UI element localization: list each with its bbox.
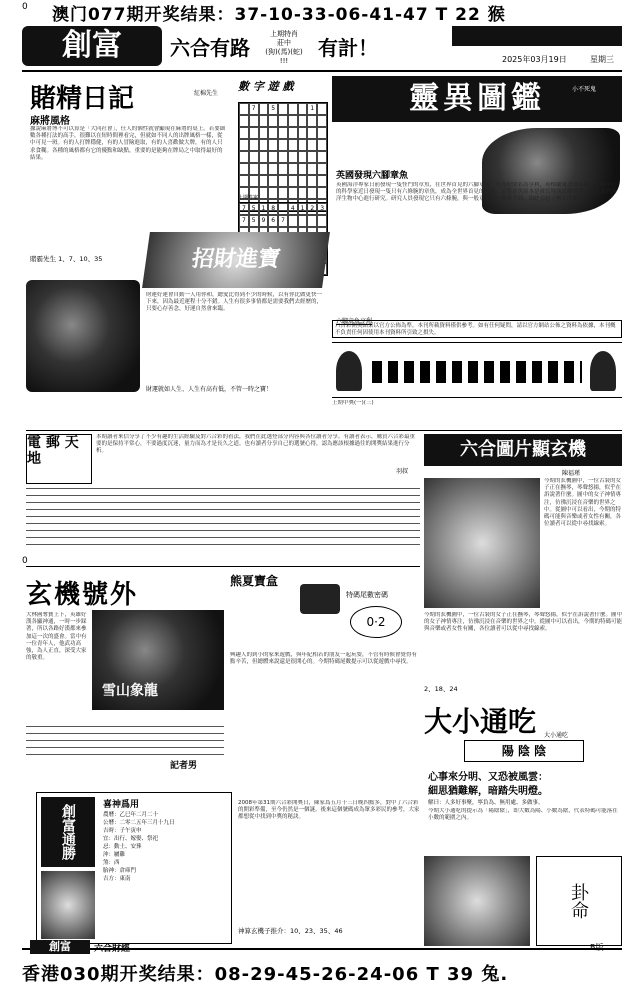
sudoku-cell <box>259 187 269 199</box>
sudoku-cell <box>288 187 298 199</box>
puzzle-numbers: 2、18、24 <box>424 685 458 693</box>
page-marker-top: 0 <box>22 2 28 12</box>
mystery-title: 玄機號外 <box>26 580 139 610</box>
sudoku-cell: 7 <box>249 103 259 115</box>
issue-date: 2025年03月19日 <box>502 55 567 64</box>
sudoku-cell <box>307 215 317 227</box>
promo-strip-text: 六合彩開獎結果以官方公佈為準，本刊所載資料僅供參考。如有任何疑問，請以官方網站公佈之資料為依據，本刊概不負責任何因使用本刊資料所引致之損失。 <box>335 323 616 337</box>
sudoku-cell <box>239 151 249 163</box>
almanac-title: 創富通勝 <box>41 797 95 867</box>
dish-banner-graphic <box>372 361 582 383</box>
almanac-line: 沖：屬雞 <box>103 852 126 858</box>
big-eat-tag: 陽 陰 陰 <box>464 740 584 762</box>
sudoku-cell: 5 <box>249 215 259 227</box>
section-rule <box>26 566 420 567</box>
big-eat-title: 大小通吃 <box>424 705 537 738</box>
sudoku-cell <box>317 175 327 187</box>
lamp-right-icon <box>590 351 616 391</box>
code-digit: 2 <box>377 615 386 629</box>
almanac-line: 胎神：倉庫門 <box>103 868 137 874</box>
sudoku-cell <box>259 163 269 175</box>
big-eat-subtitle: 大小通吃 <box>544 732 569 739</box>
promo-line: (狗)(馬)(蛇) <box>265 48 303 56</box>
dish-banner <box>332 342 622 398</box>
gallery-title: 靈異圖鑑 <box>332 76 622 122</box>
sudoku-cell: 3 <box>317 203 327 215</box>
gallery-subtitle: 英國發現六腳章魚 <box>336 171 409 181</box>
lottery-tale-section <box>238 800 420 948</box>
almanac-line: 煞：西 <box>103 860 120 866</box>
almanac-line: 吉時：子午寅申 <box>103 828 142 834</box>
fortune-quote: 財運就如人生、人生有高有低，不管一時之寶！ <box>146 386 273 393</box>
sudoku-cell: 1 <box>298 203 308 215</box>
sudoku-cell <box>288 115 298 127</box>
sudoku-cell <box>278 175 288 187</box>
sudoku-cell <box>259 127 269 139</box>
sudoku-cell <box>249 115 259 127</box>
promo-line: !!! <box>279 57 289 65</box>
sudoku-cell <box>259 139 269 151</box>
code-digit: 0 <box>366 615 375 629</box>
sudoku-cell <box>317 139 327 151</box>
sudoku-cell <box>278 163 288 175</box>
mystery-body: 大林國奪寶上下，英雄好漢各顯神通，一時一步踩著，所以各路好漢都來參加這一次的盛會。當中有一位青年人，他武功高強，為人正直，深受大家的敬重。 <box>26 612 87 662</box>
sudoku-cell <box>317 115 327 127</box>
special-code-section <box>230 570 420 770</box>
special-code-title: 熊夏寶盒 <box>230 574 279 588</box>
promo-box <box>258 30 310 66</box>
big-eat-line1: 心事來分明、又恐被風雲： <box>428 772 548 783</box>
almanac-heading: 喜神爲用 <box>103 800 140 810</box>
sudoku-cell <box>278 151 288 163</box>
lamp-left-icon <box>336 351 362 391</box>
sudoku-cell: 6 <box>268 215 278 227</box>
gallery-body: 英國海洋專家日前發現一隻怪門的章魚，在世界首見的六腳章魚，普為他取名為亨利，英格蘭東北部某海洋生物中心的科學家近日發現一隻只有六條腕的章魚，成為全世界首見的案例。這隻章魚原本是被當地漁民捕獲的，後來送到海洋生物中心進行研究。研究人員發現它只有六條腕，與一般章魚的八條腕不同，因此引起了極大的關注。 <box>336 182 617 203</box>
sudoku-cell <box>298 215 308 227</box>
header-dark-strip <box>452 26 622 46</box>
sudoku-cell <box>268 115 278 127</box>
mystery-subtitle: 雪山象龍 <box>102 683 158 699</box>
sudoku-cell: 5 <box>249 203 259 215</box>
sudoku-cell <box>288 127 298 139</box>
section-rule <box>26 430 622 431</box>
big-eat-illustration <box>424 856 530 946</box>
diary-subtitle: 麻將風格 <box>30 116 70 127</box>
sudoku-cell <box>307 115 317 127</box>
footer-page: B版 <box>590 943 604 952</box>
sudoku-cell <box>307 187 317 199</box>
issue-weekday: 星期三 <box>590 55 614 64</box>
sudoku-cell <box>317 151 327 163</box>
lottery-tale-pick: 神算玄機子推介：10、23、35、46 <box>238 927 343 935</box>
sudoku-cell <box>307 151 317 163</box>
sudoku-cell <box>239 175 249 187</box>
sudoku-cell: 4 <box>288 203 298 215</box>
mystery-section <box>26 570 226 770</box>
sudoku-cell <box>278 139 288 151</box>
sudoku-cell <box>298 139 308 151</box>
sudoku-cell <box>298 151 308 163</box>
big-eat-body: 今期大小通吃的提示為「陽陰陰」，即大數為陽、小數為陰，代表特碼可能落在小數的範圍之內。 <box>428 808 618 822</box>
sudoku-cell: 1 <box>307 103 317 115</box>
sudoku-cell <box>239 163 249 175</box>
promo-strip <box>332 320 622 338</box>
sudoku-cell <box>307 139 317 151</box>
diary-body: 據說麻將博不可以算是「大同社會」，任人的個性就會顯現在麻將的桌上。若要細數各種打法的高手，很難以在短時間裡看完，但就如不同人的出牌風格一樣，從中可見一斑。有的人打牌穩健，有的人冒險進取，有的人喜歡做大牌，有的人只求食糊。各種的風格都有它的優點和缺點，重要的是能夠在牌局之中取得最好的結果。 <box>30 126 226 161</box>
footer-logo: 創富 <box>30 940 90 954</box>
puzzle-title: 六合圖片顯玄機 <box>424 434 622 466</box>
sudoku-cell <box>239 115 249 127</box>
big-eat-section <box>424 700 622 950</box>
sudoku-cell <box>288 103 298 115</box>
sudoku-cell <box>239 127 249 139</box>
telecom-intro: 本期讀者來信分享了不少有趣的生活經驗及對六合彩的看法，我們在此選登部分內容與各位讀者分享。有讀者表示，購買六合彩最重要的是保持平常心，不要過度沉迷，量力而為才是長久之道。也有讀者分享自己的選號心得，認為應該根據過往的開獎結果進行分析。 <box>96 434 416 455</box>
masthead <box>22 22 622 72</box>
page-marker-mid: 0 <box>22 556 28 566</box>
sudoku-cell <box>278 115 288 127</box>
telecom-section <box>26 434 420 554</box>
fortune-banner-graphic <box>142 232 330 288</box>
sudoku-cell <box>288 139 298 151</box>
puzzle-body: 今期的玄機圖中，一位古裝的女子正在撫琴，琴聲悠揚，似乎在訴說著什麼。圖中的女子神情專注，彷彿沉浸在音樂的世界之中。從圖中可以看出，今期的特碼可能與音樂或者女性有關，各位讀者可以從中尋找線索。 <box>544 478 622 528</box>
picture-puzzle-section <box>424 434 622 694</box>
code-digits: 0·2 <box>350 606 402 638</box>
sudoku-cell <box>259 115 269 127</box>
sudoku-cell <box>307 163 317 175</box>
sudoku-cell <box>259 151 269 163</box>
sudoku-cell <box>278 127 288 139</box>
gift-box-icon <box>300 584 340 614</box>
sudoku-cell <box>298 127 308 139</box>
sudoku-cell <box>259 103 269 115</box>
sudoku-cell <box>239 103 249 115</box>
sudoku-cell <box>268 139 278 151</box>
special-code-subtitle: 特碼尾數密碼 <box>346 591 388 599</box>
gallery-author: 小不死鬼 <box>572 86 597 93</box>
lottery-tale-body: 2008年第31期六合彩開獎日，陳家爲五月十三日晚四點多，對中了六合彩的開彩準備，至今仍然是一個謎。後來這個號碼成為眾多彩民的參考，大家都想從中找到中獎的秘訣。 <box>238 800 420 821</box>
sudoku-cell <box>298 103 308 115</box>
promo-line: 上期特肖 <box>270 30 298 38</box>
sudoku-cell <box>268 175 278 187</box>
special-code-body: 興趣人的到小的家來遊戲，與年紀相若的朋友一起玩耍，不管有時候會覺得有點辛苦，但總體來說還是很開心的。今期特碼尾數提示可以從遊戲中尋找。 <box>230 652 418 666</box>
sudoku-cell <box>278 103 288 115</box>
dragon-illustration <box>26 280 140 392</box>
sudoku-cell <box>298 163 308 175</box>
sudoku-cell <box>298 115 308 127</box>
sudoku-cell: 5 <box>268 103 278 115</box>
sudoku-cell <box>298 175 308 187</box>
masthead-slogan2: 有計！ <box>318 36 378 60</box>
sudoku-cell <box>268 187 278 199</box>
top-result-banner: 澳门077期开奖结果：37-10-33-06-41-47 T 22 猴 <box>52 5 506 25</box>
almanac-line: 吉方：東南 <box>103 876 131 882</box>
telecom-title: 電 郵 天 地 <box>26 434 92 484</box>
almanac-line: 忌：動土、安葬 <box>103 844 142 850</box>
sudoku-cell <box>298 187 308 199</box>
masthead-logo: 創富 <box>22 26 162 66</box>
almanac-illustration <box>41 871 95 939</box>
sudoku-cell <box>317 215 327 227</box>
sudoku-cell: 7 <box>239 215 249 227</box>
big-eat-line3: 解曰：人多好事聚，寧負為、無用處、多做事。 <box>428 800 544 806</box>
puzzle-body-cont: 今期的玄機圖中，一位古裝的女子正在撫琴，琴聲悠揚，似乎在訴說著什麼。圖中的女子神情專注，彷彿沉浸在音樂的世界之中。從圖中可以看出，今期的特碼可能與音樂或者女性有關，各位讀者可以從中尋找線索。 <box>424 612 622 633</box>
sudoku-cell <box>259 175 269 187</box>
diary-title: 賭精日記 <box>30 84 135 114</box>
sudoku-cell <box>268 163 278 175</box>
sudoku-cell <box>278 187 288 199</box>
big-eat-line2: 細思猶難解，暗踏失明燈。 <box>428 786 548 797</box>
mystery-author: 記者男 <box>170 761 198 771</box>
sudoku-cell <box>317 163 327 175</box>
sudoku-cell <box>249 163 259 175</box>
sudoku-cell: 7 <box>239 203 249 215</box>
telecom-sign: 羽叔 <box>396 468 409 475</box>
mystery-text-fill <box>26 724 224 756</box>
sudoku-cell: 1 <box>259 203 269 215</box>
sudoku-title: 數 字 遊 戲 <box>238 80 294 93</box>
almanac-lines <box>103 811 229 883</box>
sudoku-cell <box>307 175 317 187</box>
sudoku-cell <box>307 127 317 139</box>
promo-line: 莊中 <box>277 39 291 47</box>
telecom-text-body <box>26 486 420 550</box>
almanac-line: 公曆：二零二五年三月十九日 <box>103 820 175 826</box>
puzzle-illustration <box>424 478 540 608</box>
sudoku-cell <box>317 127 327 139</box>
sudoku-cell: 2 <box>307 203 317 215</box>
sudoku-cell <box>288 163 298 175</box>
sudoku-cell: 7 <box>278 215 288 227</box>
sudoku-cell <box>317 103 327 115</box>
sudoku-cell <box>288 151 298 163</box>
almanac-line: 農曆：乙巳年二月二十 <box>103 812 159 818</box>
sudoku-cell <box>249 175 259 187</box>
sudoku-cell <box>268 127 278 139</box>
sudoku-cell: 9 <box>259 215 269 227</box>
gallery-caption: 六腳章魚亨利 <box>336 318 373 325</box>
scroll-seal: 卦命 <box>536 856 622 946</box>
sudoku-cell <box>249 151 259 163</box>
diary-pick: 賭霸先生 1、7、10、35 <box>30 255 103 263</box>
sudoku-cell: 8 <box>268 203 278 215</box>
masthead-slogan: 六合有路 <box>170 36 250 60</box>
dish-banner-text: 上期中獎(一)(三) <box>332 400 374 406</box>
sudoku-cell <box>317 187 327 199</box>
bottom-result-banner: 香港030期开奖结果：08-29-45-26-24-06 T 39 兔. <box>22 964 509 985</box>
mystery-illustration <box>92 610 224 710</box>
puzzle-author: 陳福瑾 <box>562 470 581 477</box>
footer-name: 六合財經 <box>94 944 131 954</box>
sudoku-cell <box>278 203 288 215</box>
sudoku-cell <box>288 215 298 227</box>
almanac-line: 宜：出行、嫁娶、祭祀 <box>103 836 159 842</box>
almanac-box <box>36 792 232 944</box>
spirit-gallery-section <box>332 72 622 325</box>
sudoku-cell <box>288 175 298 187</box>
sudoku-answer-label: 上期答案 <box>238 195 259 201</box>
sudoku-cell <box>249 139 259 151</box>
diary-author: 紅棉先生 <box>194 90 219 97</box>
fortune-title: 招財進寶 <box>190 247 282 272</box>
fortune-body: 財運好運會自動一人用你和，總愛比得到不少的時候，以有你比做更快一下來，因為最近運程十分不錯。人生有很多事情都是需要我們去經歷的，只要心存善念，好運自然會來臨。 <box>146 292 323 313</box>
sudoku-cell <box>249 127 259 139</box>
sudoku-cell <box>239 139 249 151</box>
sudoku-cell <box>268 151 278 163</box>
